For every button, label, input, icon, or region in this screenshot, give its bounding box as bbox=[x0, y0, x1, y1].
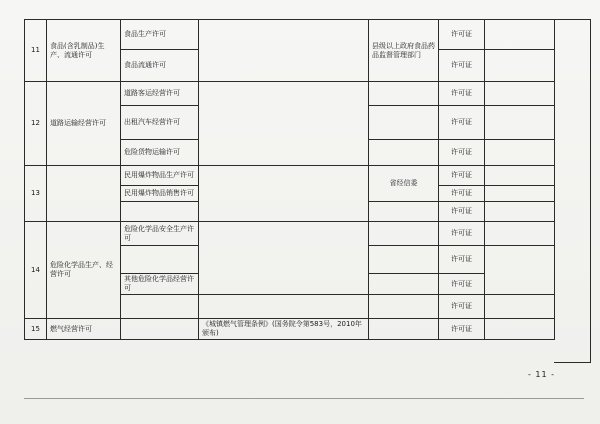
license-type-cell: 许可证 bbox=[439, 166, 485, 186]
margin-column bbox=[554, 19, 591, 363]
authority-cell: 省经信委 bbox=[369, 166, 439, 202]
category-cell: 危险化学品生产、经营许可 bbox=[47, 222, 121, 319]
note-cell bbox=[485, 20, 555, 50]
item-cell: 食品生产许可 bbox=[121, 20, 199, 50]
row-number: 13 bbox=[25, 166, 47, 222]
page-number: - 11 - bbox=[528, 370, 556, 379]
authority-cell: 县级以上政府食品药品监督管理部门 bbox=[369, 20, 439, 82]
item-cell bbox=[121, 202, 199, 222]
license-type-cell: 许可证 bbox=[439, 50, 485, 82]
legal-basis-cell bbox=[199, 166, 369, 222]
category-cell bbox=[47, 166, 121, 222]
note-cell bbox=[485, 222, 555, 246]
license-type-cell: 许可证 bbox=[439, 20, 485, 50]
note-cell bbox=[485, 166, 555, 186]
table-row bbox=[25, 222, 555, 246]
authority-cell bbox=[369, 246, 439, 274]
legal-basis-cell: 《城镇燃气管理条例》(国务院令第583号，2010年颁布) bbox=[199, 319, 369, 340]
legal-basis-cell bbox=[199, 295, 369, 319]
row-number: 11 bbox=[25, 20, 47, 82]
legal-basis-cell bbox=[199, 82, 369, 166]
footer-divider bbox=[24, 398, 584, 399]
license-type-cell: 许可证 bbox=[439, 295, 485, 319]
license-type-cell: 许可证 bbox=[439, 202, 485, 222]
category-cell: 道路运输经营许可 bbox=[47, 82, 121, 166]
note-cell bbox=[485, 82, 555, 106]
item-cell bbox=[121, 246, 199, 274]
license-type-cell: 许可证 bbox=[439, 140, 485, 166]
row-number: 14 bbox=[25, 222, 47, 319]
item-cell: 危险货物运输许可 bbox=[121, 140, 199, 166]
license-type-cell: 许可证 bbox=[439, 319, 485, 340]
note-cell bbox=[485, 319, 555, 340]
note-cell bbox=[485, 106, 555, 140]
note-cell bbox=[485, 186, 555, 202]
note-cell bbox=[485, 246, 555, 295]
item-cell: 民用爆炸物品销售许可 bbox=[121, 186, 199, 202]
authority-cell bbox=[369, 319, 439, 340]
license-table bbox=[24, 19, 555, 340]
item-cell: 民用爆炸物品生产许可 bbox=[121, 166, 199, 186]
authority-cell bbox=[369, 222, 439, 246]
item-cell: 其他危险化学品经营许可 bbox=[121, 274, 199, 295]
note-cell bbox=[485, 140, 555, 166]
note-cell bbox=[485, 50, 555, 82]
license-type-cell: 许可证 bbox=[439, 246, 485, 274]
item-cell: 危险化学品安全生产许可 bbox=[121, 222, 199, 246]
license-type-cell: 许可证 bbox=[439, 186, 485, 202]
item-cell: 食品流通许可 bbox=[121, 50, 199, 82]
table-row bbox=[25, 166, 555, 186]
item-cell: 道路客运经营许可 bbox=[121, 82, 199, 106]
legal-basis-cell bbox=[199, 20, 369, 82]
item-cell: 出租汽车经营许可 bbox=[121, 106, 199, 140]
license-type-cell: 许可证 bbox=[439, 82, 485, 106]
note-cell bbox=[485, 202, 555, 222]
row-number: 12 bbox=[25, 82, 47, 166]
license-type-cell: 许可证 bbox=[439, 106, 485, 140]
legal-basis-cell bbox=[199, 222, 369, 295]
table-row bbox=[25, 319, 555, 340]
table-row bbox=[25, 20, 555, 50]
category-cell: 食品(含乳制品)生产、流通许可 bbox=[47, 20, 121, 82]
note-cell bbox=[485, 295, 555, 319]
authority-cell bbox=[369, 140, 439, 166]
authority-cell bbox=[369, 82, 439, 106]
category-cell: 燃气经营许可 bbox=[47, 319, 121, 340]
license-type-cell: 许可证 bbox=[439, 274, 485, 295]
authority-cell bbox=[369, 202, 439, 222]
item-cell bbox=[121, 295, 199, 319]
authority-cell bbox=[369, 274, 439, 295]
license-type-cell: 许可证 bbox=[439, 222, 485, 246]
row-number: 15 bbox=[25, 319, 47, 340]
item-cell bbox=[121, 319, 199, 340]
authority-cell bbox=[369, 295, 439, 319]
table-row bbox=[25, 82, 555, 106]
authority-cell bbox=[369, 106, 439, 140]
